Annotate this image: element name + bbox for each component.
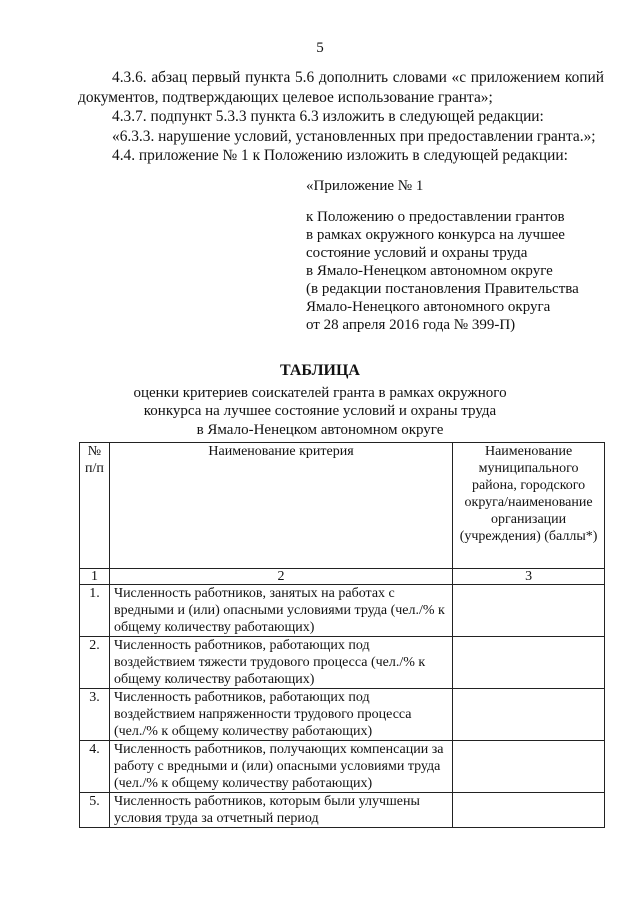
row-value-cell	[453, 585, 605, 637]
column-number: 3	[453, 569, 605, 585]
row-criterion: Численность работников, которым были улучшены условия труда за отчетный период	[109, 793, 452, 828]
table-row	[80, 585, 605, 637]
row-value-cell	[453, 637, 605, 689]
appendix-line: (в редакции постановления Правительства	[306, 281, 579, 297]
body-text	[78, 68, 604, 166]
header-municipality: Наименование муниципального района, городского округа/наименование организации (учреждения) (баллы*)	[453, 443, 605, 569]
paragraph-4-3-6-line2: документов, подтверждающих целевое использование гранта»;	[78, 88, 493, 106]
table-header-row	[80, 443, 605, 569]
row-criterion: Численность работников, работающих под воздействием напряженности трудового процесса (чел./% к общему количеству работающих)	[109, 689, 452, 741]
table-subtitle-line: конкурса на лучшее состояние условий и охраны труда	[143, 403, 497, 419]
row-value-cell	[453, 793, 605, 828]
row-criterion: Численность работников, получающих компенсации за работу с вредными и (или) опасными условиями труда (чел./% к общему количеству работающих)	[109, 741, 452, 793]
row-number: 3.	[80, 689, 110, 741]
appendix-line: в рамках окружного конкурса на лучшее	[306, 227, 565, 243]
table-subtitle-line: оценки критериев соискателей гранта в рамках окружного	[133, 384, 507, 401]
table-row	[80, 637, 605, 689]
table-row	[80, 793, 605, 828]
page-number: 5	[316, 40, 324, 56]
paragraph-6-3-3-quote: «6.3.3. нарушение условий, установленных при предоставлении гранта.»;	[112, 127, 596, 145]
header-num: № п/п	[80, 443, 110, 569]
column-number: 1	[80, 569, 110, 585]
paragraph-4-4: 4.4. приложение № 1 к Положению изложить в следующей редакции:	[112, 147, 568, 164]
paragraph-4-3-6-line1: 4.3.6. абзац первый пункта 5.6 дополнить словами «с приложением копий	[112, 69, 604, 86]
row-value-cell	[453, 741, 605, 793]
table-row	[80, 741, 605, 793]
appendix-line: от 28 апреля 2016 года № 399-П)	[306, 317, 516, 333]
column-number-row	[80, 569, 605, 585]
table-heading	[0, 362, 640, 439]
appendix-line: Ямало-Ненецкого автономного округа	[306, 299, 551, 315]
row-number: 2.	[80, 637, 110, 689]
appendix-line: в Ямало-Ненецком автономном округе	[306, 263, 553, 279]
row-number: 1.	[80, 585, 110, 637]
header-criterion: Наименование критерия	[109, 443, 452, 569]
appendix-title: «Приложение № 1	[306, 178, 424, 194]
column-number: 2	[109, 569, 452, 585]
table-title: ТАБЛИЦА	[280, 362, 360, 379]
appendix-block	[306, 177, 606, 334]
paragraph-4-3-7: 4.3.7. подпункт 5.3.3 пункта 6.3 изложить в следующей редакции:	[112, 108, 544, 125]
row-criterion: Численность работников, работающих под воздействием тяжести трудового процесса (чел./% к общему количеству работающих)	[109, 637, 452, 689]
row-number: 5.	[80, 793, 110, 828]
row-number: 4.	[80, 741, 110, 793]
row-value-cell	[453, 689, 605, 741]
table-row	[80, 689, 605, 741]
appendix-line: к Положению о предоставлении грантов	[306, 209, 565, 225]
table-subtitle-line: в Ямало-Ненецком автономном округе	[196, 421, 444, 438]
appendix-line: состояние условий и охраны труда	[306, 245, 528, 261]
criteria-table	[79, 442, 605, 828]
row-criterion: Численность работников, занятых на работах с вредными и (или) опасными условиями труда (чел./% к общему количеству работающих)	[109, 585, 452, 637]
